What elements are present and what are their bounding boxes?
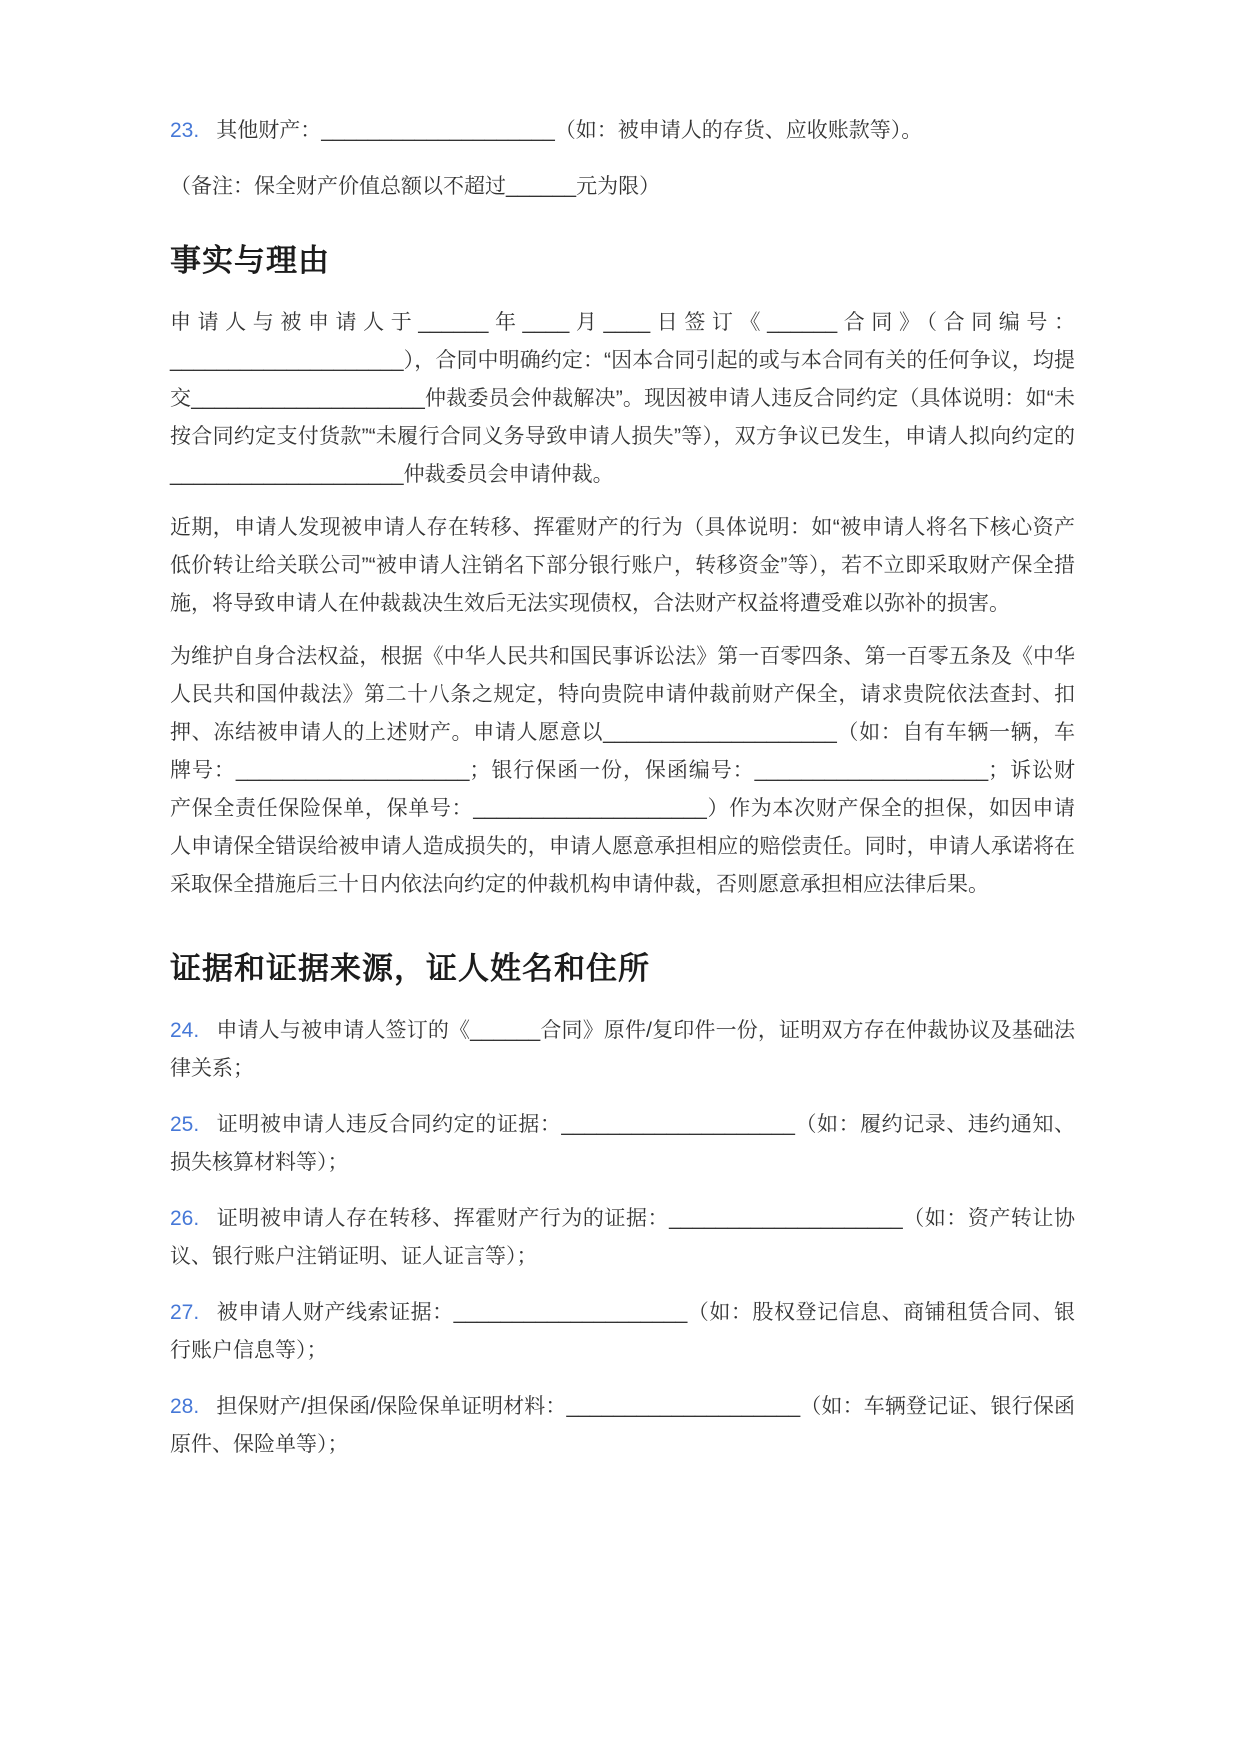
list-item-text: 证明被申请人存在转移、挥霍财产行为的证据：____________________（如：资产转让协议、银行账户注销证明、证人证言等）； (170, 1207, 1075, 1268)
list-item-number: 28. (170, 1395, 200, 1418)
list-item-23 (170, 112, 1075, 150)
list-item-number: 27. (170, 1301, 200, 1324)
facts-paragraph-3: 为维护自身合法权益，根据《中华人民共和国民事诉讼法》第一百零四条、第一百零五条及《中华人民共和国仲裁法》第二十八条之规定，特向贵院申请仲裁前财产保全，请求贵院依法查封、扣押、冻结被申请人的上述财产。申请人愿意以____________________（如：自有车辆一辆，车牌号：____________________；银行保函一份，保函编号：____________________；诉讼财产保全责任保险保单，保单号：____________________）作为本次财产保全的担保，如因申请人申请保全错误给被申请人造成损失的，申请人愿意承担相应的赔偿责任。同时，申请人承诺将在采取保全措施后三十日内依法向约定的仲裁机构申请仲裁，否则愿意承担相应法律后果。 (170, 645, 1075, 896)
note-text: （备注：保全财产价值总额以不超过______元为限） (170, 175, 661, 198)
list-item-24 (170, 1012, 1075, 1088)
list-item-text: 证明被申请人违反合同约定的证据：____________________（如：履约记录、违约通知、损失核算材料等）； (170, 1113, 1075, 1174)
section-heading-evidence: 证据和证据来源，证人姓名和住所 (170, 951, 650, 986)
facts-paragraph-2: 近期，申请人发现被申请人存在转移、挥霍财产的行为（具体说明：如“被申请人将名下核心资产低价转让给关联公司”“被申请人注销名下部分银行账户，转移资金”等），若不立即采取财产保全措施，将导致申请人在仲裁裁决生效后无法实现债权，合法财产权益将遭受难以弥补的损害。 (170, 516, 1075, 615)
list-item-text: 其他财产：____________________（如：被申请人的存货、应收账款等）。 (216, 119, 923, 142)
list-item-number: 26. (170, 1207, 200, 1230)
list-item-number: 25. (170, 1113, 200, 1136)
list-item-text: 担保财产/担保函/保险保单证明材料：____________________（如：车辆登记证、银行保函原件、保险单等）； (170, 1395, 1075, 1456)
list-item-number: 24. (170, 1019, 200, 1042)
list-item-28 (170, 1388, 1075, 1464)
facts-paragraph-1: 申请人与被申请人于______年____月____日签订《______合同》（合同编号：____________________），合同中明确约定：“因本合同引起的或与本合同有关的任何争议，均提交____________________仲裁委员会仲裁解决”。现因被申请人违反合同约定（具体说明：如“未按合同约定支付货款”“未履行合同义务导致申请人损失”等），双方争议已发生，申请人拟向约定的____________________仲裁委员会申请仲裁。 (170, 311, 1075, 486)
list-item-25 (170, 1106, 1075, 1182)
section-heading-facts: 事实与理由 (170, 243, 330, 278)
list-item-text: 申请人与被申请人签订的《______合同》原件/复印件一份，证明双方存在仲裁协议及基础法律关系； (170, 1019, 1075, 1080)
list-item-26 (170, 1200, 1075, 1276)
list-item-27 (170, 1294, 1075, 1370)
list-item-text: 被申请人财产线索证据：____________________（如：股权登记信息、商铺租赁合同、银行账户信息等）； (170, 1301, 1075, 1362)
list-item-number: 23. (170, 119, 200, 142)
